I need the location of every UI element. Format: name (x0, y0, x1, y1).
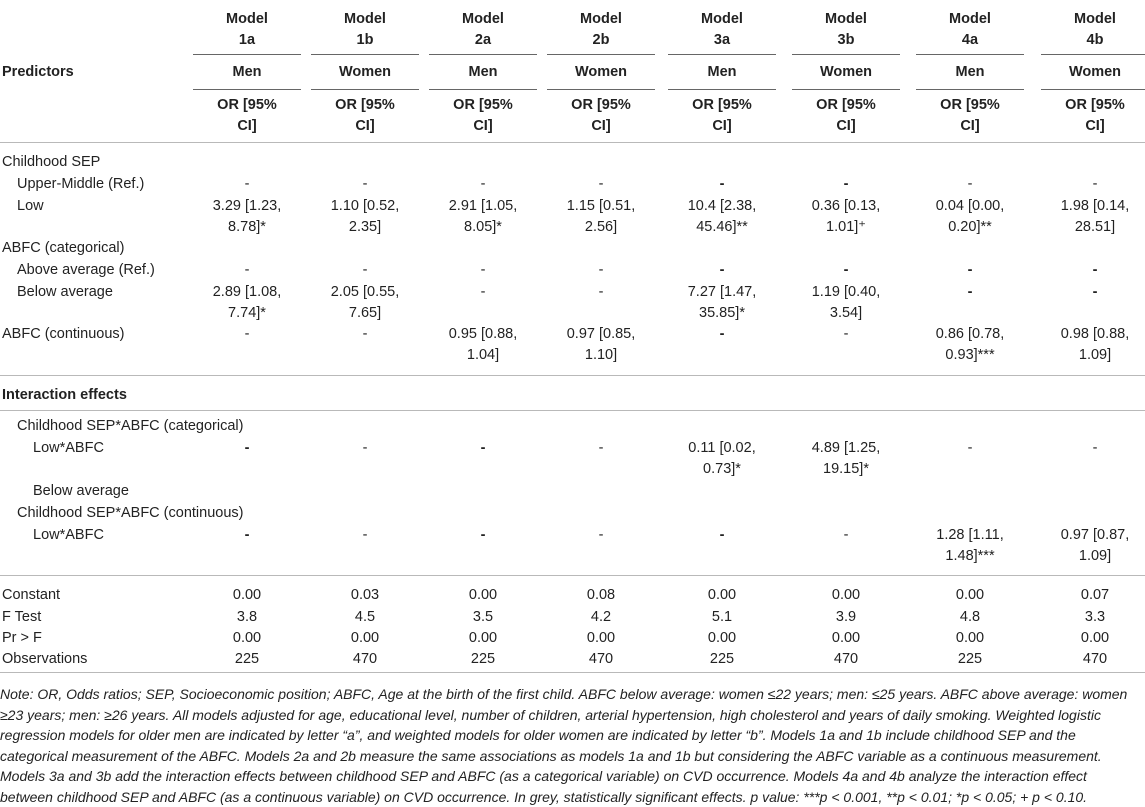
header-rule (668, 54, 776, 55)
row-label: Childhood SEP (2, 154, 101, 170)
stat-header: OR [95% CI] (940, 97, 1000, 134)
table-cell: - (362, 262, 368, 278)
stat-header: OR [95% CI] (692, 97, 752, 134)
table-cell: 4.8 (959, 609, 981, 625)
table-cell: - (362, 440, 368, 456)
predictors-header: Predictors (2, 64, 74, 80)
table-cell: - (480, 176, 486, 192)
table-cell: - (244, 326, 250, 342)
table-cell: 5.1 (711, 609, 733, 625)
table-cell: 0.97 [0.85, 1.10] (566, 326, 636, 363)
rule-interaction-top (0, 375, 1145, 376)
sex-header: Women (819, 64, 873, 80)
row-label: Low (17, 198, 44, 214)
table-cell: - (719, 326, 725, 342)
stat-header: OR [95% CI] (1065, 97, 1125, 134)
sex-header: Men (468, 64, 498, 80)
table-cell: 1.28 [1.11, 1.48]*** (936, 527, 1004, 564)
row-label: ABFC (categorical) (2, 240, 125, 256)
table-cell: - (480, 527, 486, 543)
row-label: Below average (17, 284, 113, 300)
row-label: Upper-Middle (Ref.) (17, 176, 145, 192)
table-cell: 3.29 [1.23, 8.78]* (212, 198, 282, 235)
row-label: Above average (Ref.) (17, 262, 155, 278)
table-cell: 0.95 [0.88, 1.04] (448, 326, 518, 363)
table-cell: - (1092, 176, 1098, 192)
table-cell: - (362, 176, 368, 192)
table-cell: 4.5 (354, 609, 376, 625)
table-cell: 0.00 (955, 587, 985, 603)
table-cell: - (598, 284, 604, 300)
table-cell: 1.19 [0.40, 3.54] (811, 284, 881, 321)
table-cell: 0.04 [0.00, 0.20]** (935, 198, 1005, 235)
table-cell: - (244, 176, 250, 192)
row-label: Childhood SEP*ABFC (continuous) (17, 505, 244, 521)
table-cell: - (480, 440, 486, 456)
header-rule (792, 89, 900, 90)
sex-header: Women (574, 64, 628, 80)
table-cell: 0.03 (350, 587, 380, 603)
table-cell: 0.00 (955, 630, 985, 646)
table-cell: 1.15 [0.51, 2.56] (566, 198, 636, 235)
table-cell: 0.00 (232, 587, 262, 603)
table-cell: - (362, 326, 368, 342)
table-cell: - (598, 440, 604, 456)
table-cell: - (843, 326, 849, 342)
table-cell: - (967, 284, 973, 300)
table-cell: 0.11 [0.02, 0.73]* (688, 440, 756, 477)
row-label: Low*ABFC (33, 440, 104, 456)
table-cell: - (967, 176, 973, 192)
table-cell: 3.5 (472, 609, 494, 625)
model-header: Model 3a (701, 11, 743, 48)
header-rule (916, 54, 1024, 55)
table-cell: 2.05 [0.55, 7.65] (330, 284, 400, 321)
rule-stats (0, 575, 1145, 576)
table-cell: 470 (352, 651, 378, 667)
table-cell: 0.00 (468, 587, 498, 603)
header-rule (668, 89, 776, 90)
table-cell: - (843, 262, 849, 278)
table-cell: - (598, 176, 604, 192)
table-cell: - (843, 176, 849, 192)
table-cell: 3.3 (1084, 609, 1106, 625)
row-label: Below average (33, 483, 129, 499)
model-header: Model 1a (226, 11, 268, 48)
row-label: ABFC (continuous) (2, 326, 125, 342)
header-rule (311, 54, 419, 55)
row-label: F Test (2, 609, 42, 625)
stat-header: OR [95% CI] (217, 97, 277, 134)
table-cell: - (598, 527, 604, 543)
model-header: Model 2a (462, 11, 504, 48)
stat-header: OR [95% CI] (571, 97, 631, 134)
table-cell: 0.00 (831, 630, 861, 646)
row-label: Pr > F (2, 630, 42, 646)
row-label: Childhood SEP*ABFC (categorical) (17, 418, 244, 434)
table-cell: 0.08 (586, 587, 616, 603)
row-label: Constant (2, 587, 61, 603)
sex-header: Women (338, 64, 392, 80)
header-rule (193, 89, 301, 90)
stat-header: OR [95% CI] (453, 97, 513, 134)
rule-top-header (0, 142, 1145, 143)
model-header: Model 2b (580, 11, 622, 48)
table-cell: 0.00 (232, 630, 262, 646)
table-cell: 0.86 [0.78, 0.93]*** (935, 326, 1005, 363)
table-cell: - (244, 262, 250, 278)
table-cell: - (719, 527, 725, 543)
table-cell: 2.91 [1.05, 8.05]* (448, 198, 518, 235)
header-rule (193, 54, 301, 55)
header-rule (916, 89, 1024, 90)
model-header: Model 4b (1074, 11, 1116, 48)
table-cell: 0.07 (1080, 587, 1110, 603)
row-label: Observations (2, 651, 88, 667)
table-cell: 0.97 [0.87, 1.09] (1060, 527, 1130, 564)
table-cell: 0.00 (707, 630, 737, 646)
header-rule (311, 89, 419, 90)
table-cell: 1.10 [0.52, 2.35] (330, 198, 400, 235)
rule-bottom (0, 672, 1145, 673)
table-cell: 4.2 (590, 609, 612, 625)
table-cell: - (843, 527, 849, 543)
sex-header: Men (955, 64, 985, 80)
table-cell: 0.00 (468, 630, 498, 646)
table-cell: - (967, 262, 973, 278)
table-cell: 2.89 [1.08, 7.74]* (212, 284, 282, 321)
table-cell: 0.98 [0.88, 1.09] (1060, 326, 1130, 363)
table-cell: 0.00 (350, 630, 380, 646)
header-rule (429, 89, 537, 90)
table-cell: - (719, 176, 725, 192)
row-label: Low*ABFC (33, 527, 104, 543)
header-rule (429, 54, 537, 55)
table-cell: 0.00 (831, 587, 861, 603)
table-cell: - (480, 284, 486, 300)
table-cell: - (244, 440, 250, 456)
header-rule (547, 54, 655, 55)
table-cell: 225 (234, 651, 260, 667)
model-header: Model 1b (344, 11, 386, 48)
table-cell: - (967, 440, 973, 456)
header-rule (1041, 89, 1145, 90)
row-label: Interaction effects (2, 387, 127, 403)
table-cell: - (1092, 440, 1098, 456)
rule-interaction-bottom (0, 410, 1145, 411)
table-cell: 1.98 [0.14, 28.51] (1060, 198, 1130, 235)
table-cell: 225 (957, 651, 983, 667)
table-cell: 10.4 [2.38, 45.46]** (687, 198, 757, 235)
table-cell: - (1092, 284, 1098, 300)
table-cell: - (1092, 262, 1098, 278)
table-cell: 225 (470, 651, 496, 667)
model-header: Model 4a (949, 11, 991, 48)
stat-header: OR [95% CI] (816, 97, 876, 134)
table-cell: - (362, 527, 368, 543)
header-rule (547, 89, 655, 90)
table-cell: 0.36 [0.13, 1.01]⁺ (811, 198, 881, 235)
table-cell: 0.00 (1080, 630, 1110, 646)
header-rule (792, 54, 900, 55)
table-cell: 0.00 (707, 587, 737, 603)
stat-header: OR [95% CI] (335, 97, 395, 134)
sex-header: Men (707, 64, 737, 80)
table-cell: 225 (709, 651, 735, 667)
table-cell: 3.8 (236, 609, 258, 625)
table-cell: 7.27 [1.47, 35.85]* (687, 284, 757, 321)
header-rule (1041, 54, 1145, 55)
table-cell: 470 (588, 651, 614, 667)
table-cell: 3.9 (835, 609, 857, 625)
table-note: Note: OR, Odds ratios; SEP, Socioeconomic position; ABFC, Age at the birth of the first child. ABFC below average: women ≤22 years; men: ≤25 years. ABFC above average: women ≥23 years; men: ≥26 years. All models adjusted for age, educational level, number of children, arterial hypertension, high cholesterol and years of daily smoking. Weighted logistic regression models for older men are indicated by letter “a”, and weighted models for older women are indicated by letter “b”. Models 1a and 1b include childhood SEP and the categorical measurement of the ABFC. Models 2a and 2b measure the same associations as models 1a and 1b but considering the ABFC variable as a continuous measurement. Models 3a and 3b add the interaction effects between childhood SEP and ABFC (as a categorical variable) on CVD occurrence. Models 4a and 4b analyze the interaction effect between childhood SEP and ABFC (as a continuous variable) on CVD occurrence. In grey, statistically significant effects. p value: ***p < 0.001, **p < 0.01; *p < 0.05; + p < 0.10. (0, 686, 1128, 805)
table-cell: 4.89 [1.25, 19.15]* (811, 440, 881, 477)
table-cell: 470 (833, 651, 859, 667)
table-cell: - (244, 527, 250, 543)
table-cell: - (480, 262, 486, 278)
model-header: Model 3b (825, 11, 867, 48)
sex-header: Women (1068, 64, 1122, 80)
table-cell: - (598, 262, 604, 278)
table-cell: 470 (1082, 651, 1108, 667)
table-cell: 0.00 (586, 630, 616, 646)
table-cell: - (719, 262, 725, 278)
sex-header: Men (232, 64, 262, 80)
